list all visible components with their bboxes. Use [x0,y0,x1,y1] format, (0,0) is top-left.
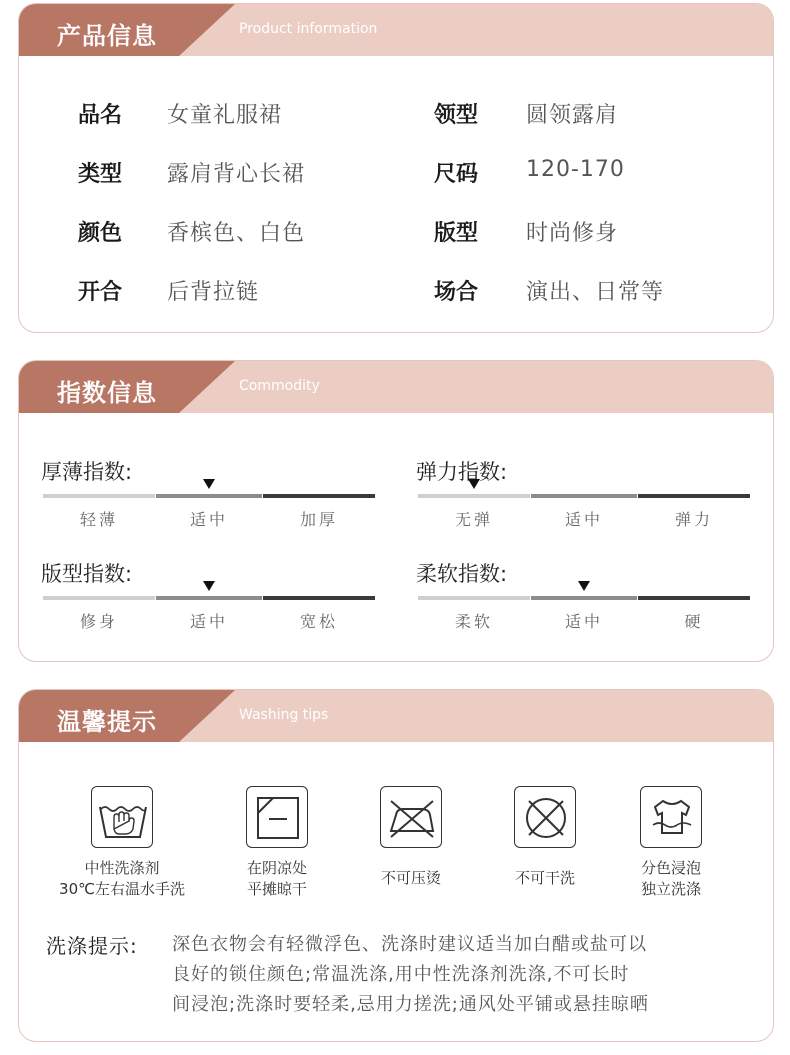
field-value: 香槟色、白色 [167,221,306,246]
wash-text [49,858,195,900]
scale-marker [203,479,215,489]
product-info-card [18,3,774,333]
field-value: 时尚修身 [526,221,619,246]
scale-segment-low [418,494,530,498]
no-iron-icon [380,786,442,848]
scale-segment-high [638,596,750,600]
scale-segment-high [263,596,375,600]
field-value: 后背拉链 [167,280,260,305]
scale-segment-mid [531,494,637,498]
scale-segment-high [263,494,375,498]
index-block [41,558,375,648]
wash-separately-icon [640,786,702,848]
washing-note-label: 洗涤提示: [46,934,138,958]
product-info-title: 产品信息 [57,22,157,50]
scale-label: 适中 [189,612,228,631]
index-block [41,456,375,546]
index-block-title: 弹力指数: [416,460,508,484]
washing-note-line: 间浸泡;洗涤时要轻柔,忌用力搓洗;通风处平铺或悬挂晾晒 [172,994,649,1015]
field-label: 版型 [434,221,479,246]
hand-wash-icon [91,786,153,848]
index-block-title: 柔软指数: [416,562,508,586]
scale-label: 宽松 [299,612,338,631]
wash-text-line: 不可干洗 [514,869,575,887]
scale-label: 适中 [564,612,603,631]
scale-label: 硬 [684,612,704,631]
wash-text-line: 在阴凉处 [246,859,307,877]
scale-label: 加厚 [299,510,338,529]
scale-segment-low [43,596,155,600]
washing-tips-card [18,689,774,1042]
scale-segment-mid [156,596,262,600]
field-label: 领型 [434,103,479,128]
scale-label: 适中 [564,510,603,529]
index-block-title: 厚薄指数: [41,460,133,484]
product-info-header [19,4,773,56]
washing-tips-header [19,690,773,742]
washing-tips-title: 温馨提示 [57,708,157,736]
index-block [416,456,750,546]
field-value: 120-170 [526,157,625,182]
washing-note-line: 深色衣物会有轻微浮色、洗涤时建议适当加白醋或盐可以 [172,934,647,955]
wash-text-line: 平摊晾干 [246,880,307,898]
scale-label: 弹力 [674,510,713,529]
field-value: 圆领露肩 [526,103,619,128]
product-info-subtitle: Product information [239,21,378,37]
wash-text-line: 独立洗涤 [640,880,701,898]
field-label: 场合 [434,280,479,305]
index-block [416,558,750,648]
index-card [18,360,774,662]
scale-label: 适中 [189,510,228,529]
scale-marker [203,581,215,591]
field-label: 开合 [78,280,123,305]
scale-segment-low [418,596,530,600]
wash-text [617,858,725,900]
scale-label: 柔软 [454,612,493,631]
scale-segment-high [638,494,750,498]
wash-text [493,868,597,889]
wash-text-line: 分色浸泡 [640,859,701,877]
field-label: 颜色 [78,221,123,246]
scale-segment-mid [531,596,637,600]
washing-tips-subtitle: Washing tips [239,707,329,723]
index-title: 指数信息 [57,379,157,407]
scale-marker [468,479,480,489]
scale-label: 无弹 [454,510,493,529]
field-label: 品名 [78,103,123,128]
wash-text-line: 不可压烫 [380,869,441,887]
washing-note-line: 良好的锁住颜色;常温洗涤,用中性洗涤剂洗涤,不可长时 [172,964,630,985]
scale-marker [578,581,590,591]
field-label: 尺码 [434,162,479,187]
wash-text-line: 30℃左右温水手洗 [59,880,185,898]
index-header [19,361,773,413]
dry-flat-shade-icon [246,786,308,848]
index-block-title: 版型指数: [41,562,133,586]
field-value: 女童礼服裙 [167,103,283,128]
no-dry-clean-icon [514,786,576,848]
wash-text [222,858,332,900]
field-value: 演出、日常等 [526,280,665,305]
field-label: 类型 [78,162,123,187]
wash-text [359,868,463,889]
field-value: 露肩背心长裙 [167,162,306,187]
scale-label: 轻薄 [79,510,118,529]
index-subtitle: Commodity [239,378,320,394]
scale-segment-mid [156,494,262,498]
scale-label: 修身 [79,612,118,631]
scale-segment-low [43,494,155,498]
wash-text-line: 中性洗涤剂 [84,859,160,877]
